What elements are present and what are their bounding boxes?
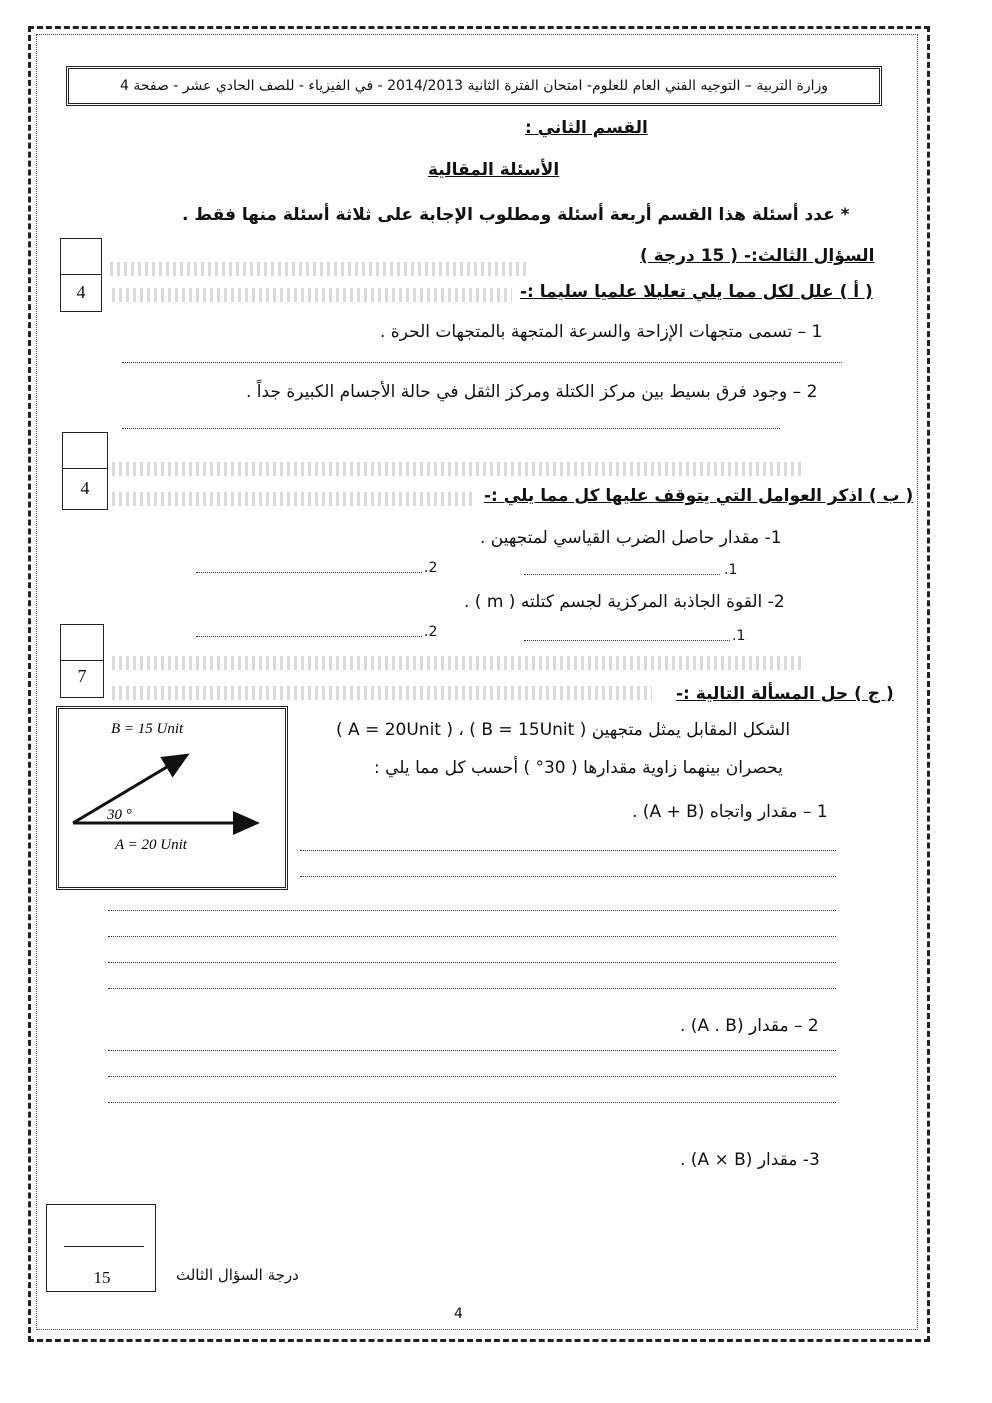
total-score-label: درجة السؤال الثالث bbox=[176, 1266, 299, 1284]
scan-noise bbox=[112, 462, 802, 476]
q3a-item-2: 2 – وجود فرق بسيط بين مركز الكتلة ومركز الثقل في حالة الأجسام الكبيرة جداً . bbox=[246, 382, 818, 402]
answer-line bbox=[300, 850, 836, 851]
page-inner-border bbox=[36, 34, 918, 1330]
answer-line bbox=[108, 988, 836, 989]
q3c-part-3: 3- مقدار (A × B) . bbox=[680, 1150, 820, 1170]
answer-line bbox=[108, 910, 836, 911]
q3b-item-2: 2- القوة الجاذبة المركزية لجسم كتلته ( m ) . bbox=[464, 592, 785, 612]
scan-noise bbox=[112, 492, 472, 506]
q3c-line-1: الشكل المقابل يمثل متجهين ( B = 15Unit ) ، ( A = 20Unit ) bbox=[336, 720, 791, 740]
q3b-item-1: 1- مقدار حاصل الضرب القياسي لمتجهين . bbox=[480, 528, 782, 548]
answer-line bbox=[108, 1076, 836, 1077]
score-box-b-top bbox=[62, 432, 108, 470]
vector-figure bbox=[56, 706, 288, 890]
q3c-part-2: 2 – مقدار (A . B) . bbox=[680, 1016, 819, 1036]
scan-noise bbox=[112, 656, 802, 670]
q3b-item1-n1: 1. bbox=[724, 562, 738, 578]
answer-line bbox=[108, 962, 836, 963]
q3a-item-1: 1 – تسمى متجهات الإزاحة والسرعة المتجهة بالمتجهات الحرة . bbox=[380, 322, 823, 342]
answer-line bbox=[524, 640, 730, 641]
answer-line bbox=[108, 1050, 836, 1051]
angle-label: 30 ° bbox=[107, 807, 132, 823]
exam-header: وزارة التربية – التوجيه الفني العام للعلوم- امتحان الفترة الثانية 2014/2013 - في الفيزياء - للصف الحادي عشر - صفحة 4 bbox=[66, 66, 882, 106]
section-note: * عدد أسئلة هذا القسم أربعة أسئلة ومطلوب الإجابة على ثلاثة أسئلة منها فقط . bbox=[182, 205, 850, 225]
score-a: 4 bbox=[76, 282, 86, 302]
q3b-item2-n2: 2. bbox=[424, 624, 438, 640]
scan-noise bbox=[110, 262, 530, 276]
q3a-title: ( أ ) علل لكل مما يلي تعليلا علميا سليما :- bbox=[520, 282, 873, 302]
vector-b-label: B = 15 Unit bbox=[111, 721, 184, 737]
answer-line bbox=[196, 572, 422, 573]
vector-diagram bbox=[59, 709, 285, 887]
answer-line bbox=[122, 362, 842, 363]
score-box-a-top bbox=[60, 238, 102, 276]
score-b: 4 bbox=[80, 478, 90, 498]
page-number: 4 bbox=[454, 1306, 463, 1322]
q3b-title: ( ب ) اذكر العوامل التي يتوقف عليها كل مما يلي :- bbox=[484, 486, 914, 506]
q3c-title: ( ج ) حل المسألة التالية :- bbox=[676, 684, 894, 704]
q3b-item1-n2: 2. bbox=[424, 560, 438, 576]
answer-line bbox=[108, 936, 836, 937]
q3-title: السؤال الثالث:- ( 15 درجة ) bbox=[640, 246, 875, 266]
q3b-item2-n1: 1. bbox=[732, 628, 746, 644]
scan-noise bbox=[112, 686, 652, 700]
score-box-c-top bbox=[60, 624, 104, 662]
score-c: 7 bbox=[77, 666, 87, 686]
section-subtitle: الأسئلة المقالية bbox=[428, 160, 560, 180]
answer-line bbox=[300, 876, 836, 877]
total-score-value: 15 bbox=[93, 1268, 111, 1287]
answer-line bbox=[524, 574, 720, 575]
answer-line bbox=[108, 1102, 836, 1103]
section-title: القسم الثاني : bbox=[525, 118, 648, 138]
q3c-part-1: 1 – مقدار واتجاه (A + B) . bbox=[632, 802, 828, 822]
vector-a-label: A = 20 Unit bbox=[115, 837, 187, 853]
answer-line bbox=[196, 636, 422, 637]
total-score-divider bbox=[64, 1246, 144, 1247]
scan-noise bbox=[112, 288, 512, 302]
answer-line bbox=[122, 428, 780, 429]
q3c-line-2: يحصران بينهما زاوية مقدارها ( 30° ) أحسب كل مما يلي : bbox=[374, 758, 783, 778]
